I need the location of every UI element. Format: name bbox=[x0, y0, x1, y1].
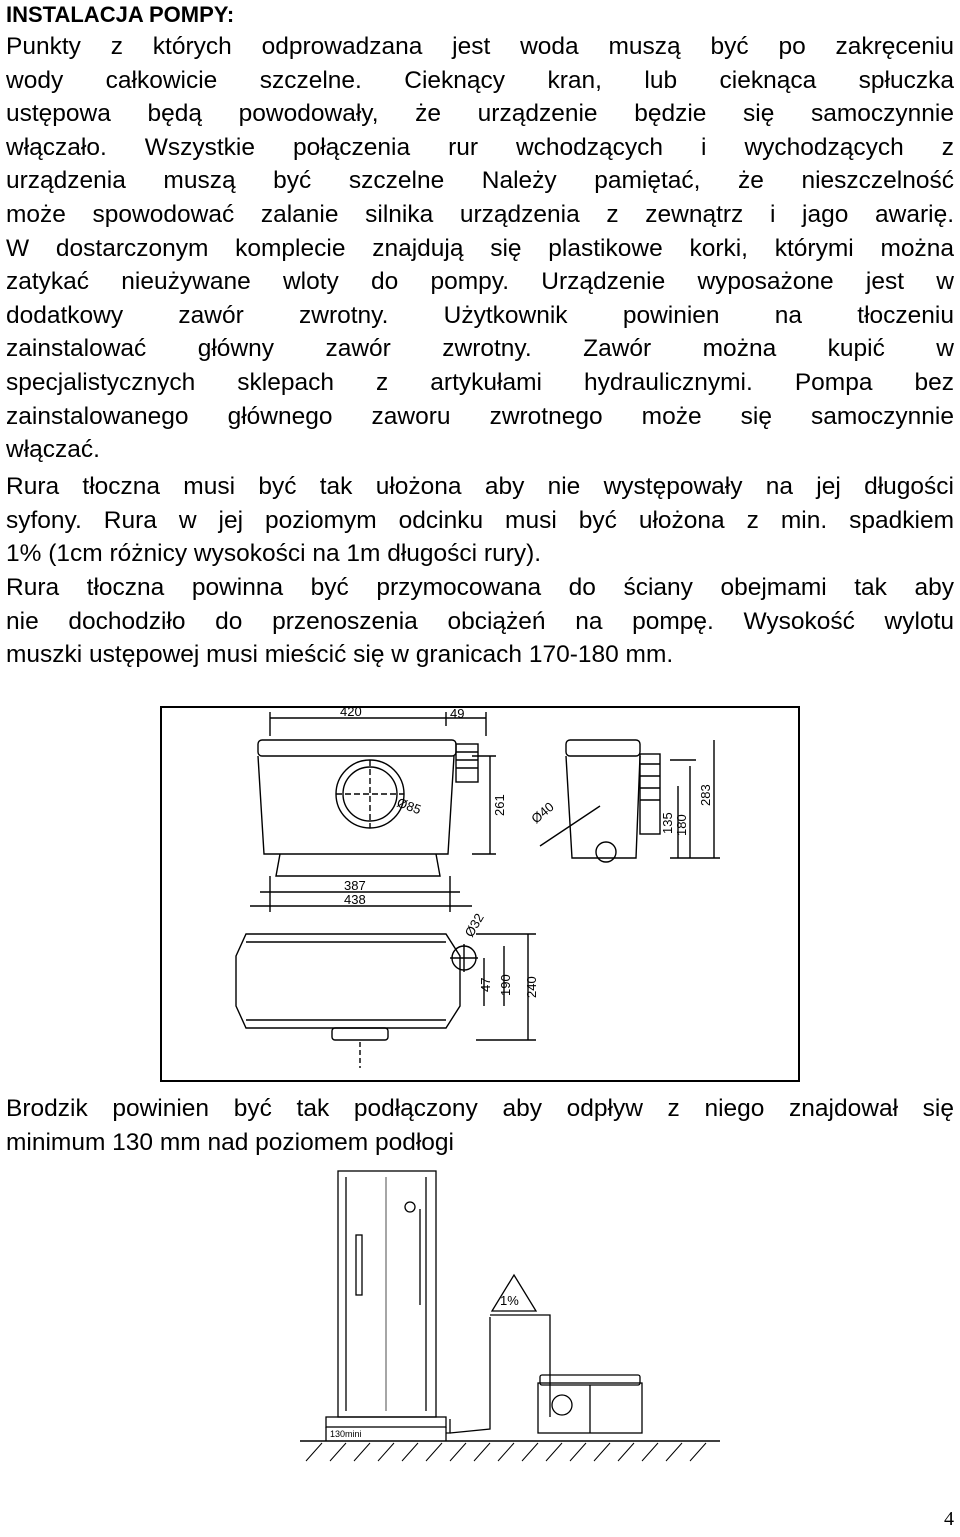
text-line: urządzenia muszą być szczelne Należy pamiętać, że nieszczelność bbox=[6, 167, 954, 195]
shower-cabin bbox=[338, 1171, 436, 1417]
paragraph-pipe-mounting bbox=[6, 571, 954, 672]
text-line: może spowodować zalanie silnika urządzenia z zewnątrz i jago awarię. bbox=[6, 200, 954, 228]
section-heading: INSTALACJA POMPY: bbox=[6, 2, 235, 27]
dim-label: 240 bbox=[524, 976, 539, 998]
pump-inlet bbox=[552, 1395, 572, 1415]
floor-hatching bbox=[300, 1441, 720, 1461]
dim-label: 135 bbox=[660, 812, 675, 834]
text-line: Rura tłoczna musi być tak ułożona aby nie występowały na jej długości bbox=[6, 473, 954, 500]
text-line: zainstalowanego głównego zaworu zwrotnego może się samoczynnie bbox=[6, 402, 954, 430]
shower-installation-drawing bbox=[300, 1165, 720, 1465]
text-line: syfony. Rura w jej poziomym odcinku musi być ułożona z min. spadkiem bbox=[6, 506, 954, 534]
text-line: zatykać nieużywane wloty do pompy. Urządzenie wyposażone jest w bbox=[6, 268, 954, 296]
text-line: ustępowa będą powodowały, że urządzenie będzie się samoczynnie bbox=[6, 100, 954, 128]
text-line: muszki ustępowej musi mieścić się w granicach 170-180 mm. bbox=[6, 641, 674, 669]
shower-installation-svg bbox=[300, 1165, 720, 1465]
dim-label: 190 bbox=[498, 974, 513, 996]
text-line: Punkty z których odprowadzana jest woda muszą być po zakręceniu bbox=[6, 33, 954, 60]
dim-label: 49 bbox=[450, 706, 465, 721]
dim-label: 438 bbox=[344, 892, 366, 907]
dim-label: 261 bbox=[492, 794, 507, 816]
dim-label: Ø85 bbox=[394, 794, 424, 818]
dim-label: Ø40 bbox=[528, 799, 557, 827]
text-line: wody całkowicie szczelne. Cieknący kran, lub cieknąca spłuczka bbox=[6, 66, 954, 94]
text-line: włączać. bbox=[6, 436, 100, 464]
slope-label: 1% bbox=[500, 1293, 519, 1308]
text-line: włączało. Wszystkie połączenia rur wchodzących i wychodzących z bbox=[6, 133, 954, 161]
paragraph-shower-tray bbox=[6, 1092, 954, 1159]
dim-label: 180 bbox=[674, 814, 689, 836]
text-line: dodatkowy zawór zwrotny. Użytkownik powinien na tłoczeniu bbox=[6, 301, 954, 329]
text-line: zainstalować główny zawór zwrotny. Zawór można kupić w bbox=[6, 335, 954, 363]
pump-dimension-drawing bbox=[160, 706, 800, 1082]
text-line: W dostarczonym komplecie znajdują się plastikowe korki, którymi można bbox=[6, 234, 954, 262]
paragraph-discharge-pipe bbox=[6, 470, 954, 571]
cabin-handle bbox=[356, 1235, 362, 1295]
dim-label: 420 bbox=[340, 706, 362, 719]
text-line: 1% (1cm różnicy wysokości na 1m długości rury). bbox=[6, 540, 542, 568]
figure-frame bbox=[161, 707, 799, 1081]
text-line: Brodzik powinien być tak podłączony aby odpływ z niego znajdował się bbox=[6, 1095, 954, 1122]
paragraph-installation bbox=[6, 30, 954, 467]
text-line: specjalistycznych sklepach z artykułami hydraulicznymi. Pompa bez bbox=[6, 368, 954, 396]
shower-head bbox=[405, 1202, 415, 1212]
dim-label: Ø32 bbox=[461, 910, 487, 940]
dim-label: 283 bbox=[698, 784, 713, 806]
pump-dimension-svg bbox=[160, 706, 800, 1082]
dim-label: 387 bbox=[344, 878, 366, 893]
shower-tray bbox=[326, 1417, 446, 1427]
text-line: nie dochodziło do przenoszenia obciążeń na pompę. Wysokość wylotu bbox=[6, 607, 954, 635]
wall-pipe bbox=[490, 1315, 550, 1417]
text-line: minimum 130 mm nad poziomem podłogi bbox=[6, 1128, 454, 1156]
page-number: 4 bbox=[944, 1508, 954, 1530]
dim-label: 47 bbox=[478, 977, 493, 992]
text-line: Rura tłoczna powinna być przymocowana do ściany obejmami tak aby bbox=[6, 574, 954, 601]
height-label: 130mini bbox=[330, 1429, 362, 1439]
